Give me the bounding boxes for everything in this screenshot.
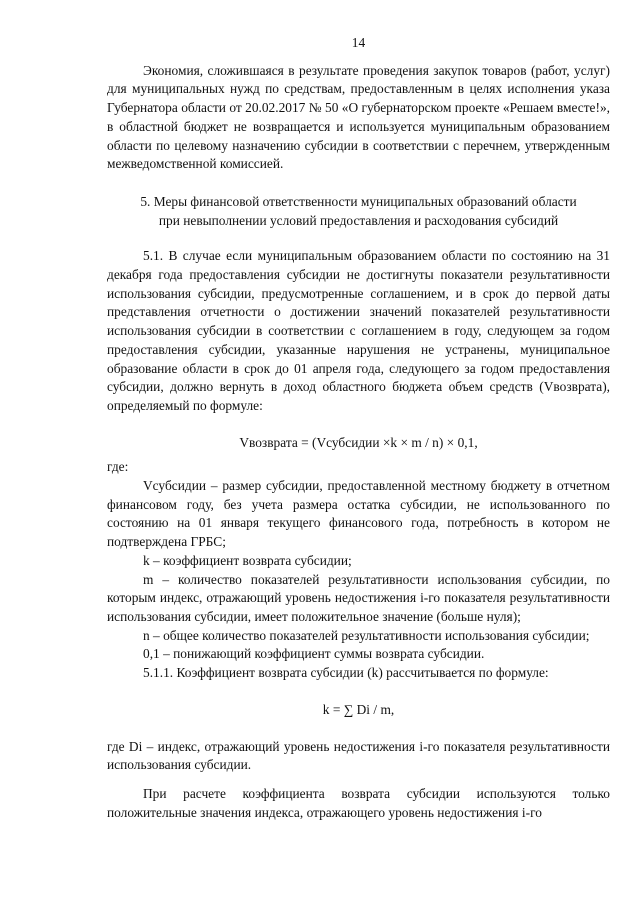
definition-k: k – коэффициент возврата субсидии; <box>143 552 352 568</box>
definition-n: n – общее количество показателей результативности использования субсидии; <box>143 627 590 643</box>
section-heading <box>107 193 610 230</box>
formula-k: k = ∑ Di / m, <box>322 701 395 717</box>
section-heading-line-1: 5. Меры финансовой ответственности муниципальных образований области <box>140 193 577 209</box>
formula-return-volume: Vвозврата = (Vсубсидии ×k × m / n) × 0,1, <box>239 434 478 450</box>
definition-v-subsidy: Vсубсидии – размер субсидии, предоставленной местному бюджету в отчетном финансовом году, без учета размера остатка субсидии, не использованного по состоянию на 01 января текущего финансового года, потребность в котором не подтверждена ГРБС; <box>107 478 610 550</box>
paragraph-5-1-1: 5.1.1. Коэффициент возврата субсидии (k) рассчитывается по формуле: <box>143 665 549 681</box>
section-heading-line-2: при невыполнении условий предоставления и расходования субсидий <box>158 212 559 228</box>
page-number: 14 <box>351 35 366 50</box>
definition-m: m – количество показателей результативности использования субсидии, по которым индекс, отражающий уровень недостижения i-го показателя результативности использования субсидии, имеет положительное значение (больше нуля); <box>107 571 610 624</box>
paragraph-savings: Экономия, сложившаяся в результате проведения закупок товаров (работ, услуг) для муниципальных нужд по средствам, предоставленным в целях исполнения указа Губернатора области от 20.02.2017 № 50 «О губернаторском проекте «Решаем вместе!», в областной бюджет не возвращается и используется муниципальным образованием области по целевому назначению субсидии в соответствии с перечнем, утвержденным межведомственной комиссией. <box>107 62 610 172</box>
definition-di: где Di – индекс, отражающий уровень недостижения i-го показателя результативности использования субсидии. <box>107 738 610 773</box>
paragraph-5-1: 5.1. В случае если муниципальным образованием области по состоянию на 31 декабря года предоставления субсидии не достигнуты показатели результативности использования субсидии, предусмотренные соглашением, и в срок до первой даты представления отчетности о достижении значений показателей результативности использования субсидии в соответствии с соглашением в году, следующем за годом предоставления субсидии, указанные нарушения не устранены, муниципальное образование области в срок до 01 апреля года, следующего за годом предоставления субсидии, должно вернуть в доход областного бюджета объем средств (Vвозврата), определяемый по формуле: <box>107 248 610 413</box>
where-label: где: <box>107 459 129 475</box>
definition-reducing-coefficient: 0,1 – понижающий коэффициент суммы возврата субсидии. <box>143 646 485 662</box>
paragraph-calculation: При расчете коэффициента возврата субсидии используются только положительные значения индекса, отражающего уровень недостижения i-го <box>107 785 610 820</box>
document-page <box>107 34 610 822</box>
